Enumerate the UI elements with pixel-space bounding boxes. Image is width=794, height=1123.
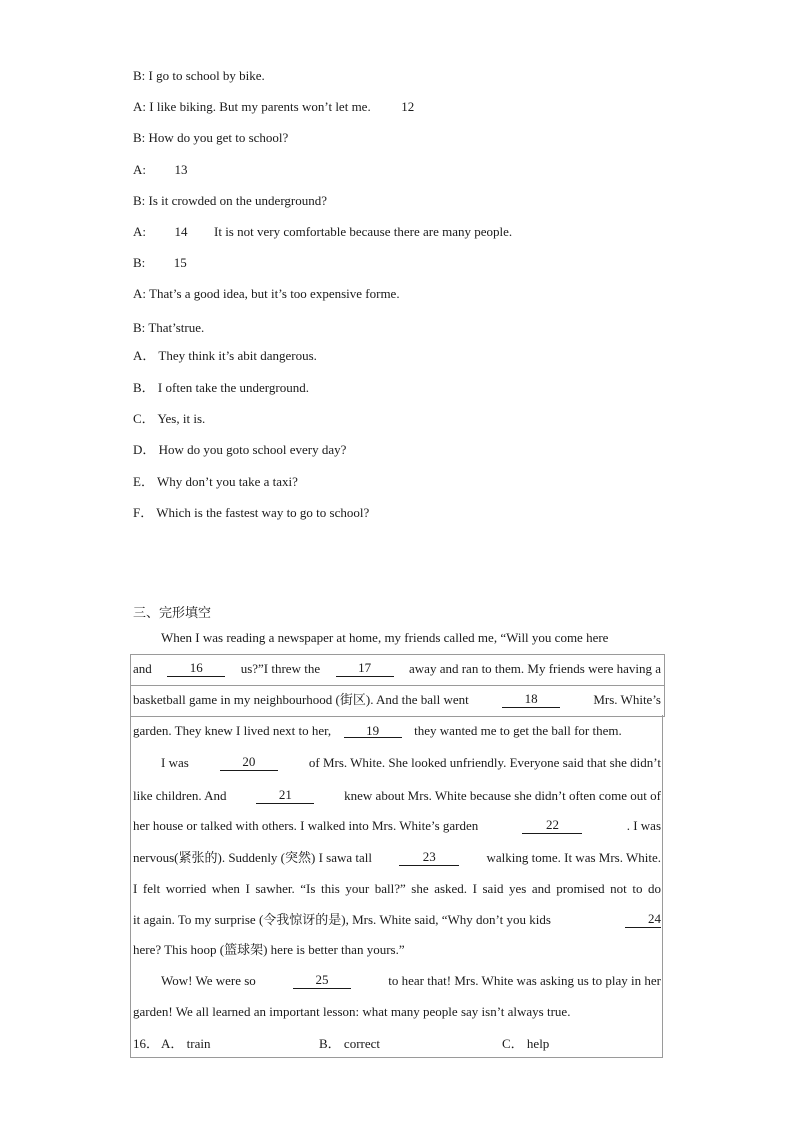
option-item bbox=[133, 380, 309, 396]
passage-text: nervous(紧张的). Suddenly (突然) I sawa tall bbox=[133, 850, 373, 865]
answer-blank: 23 bbox=[399, 850, 459, 866]
passage-line bbox=[133, 912, 661, 928]
dialogue-line bbox=[133, 68, 265, 84]
speaker: A: bbox=[133, 286, 146, 301]
passage-line bbox=[161, 755, 661, 771]
section-title: 三、完形填空 bbox=[133, 605, 212, 620]
passage-text: it again. To my surprise (令我惊讶的是), Mrs. White said, “Why don’t you kids bbox=[133, 912, 551, 927]
option-text: They think it’s abit dangerous. bbox=[158, 348, 317, 363]
answer-option-b[interactable] bbox=[319, 1036, 380, 1052]
option-item bbox=[133, 474, 298, 490]
option-letter: A． bbox=[161, 1036, 184, 1051]
answer-option-a[interactable] bbox=[161, 1036, 210, 1052]
passage-line bbox=[133, 788, 661, 804]
dialogue-line bbox=[133, 99, 414, 115]
frame-right-rule bbox=[662, 715, 663, 1058]
passage-line bbox=[133, 661, 661, 677]
option-text: correct bbox=[343, 1036, 381, 1051]
question-number: 16． bbox=[133, 1036, 160, 1051]
passage-line: here? This hoop (篮球架) here is better than yours.” bbox=[133, 942, 405, 957]
answer-blank: 22 bbox=[522, 818, 582, 834]
passage-text: to hear that! Mrs. White was asking us to play in her bbox=[388, 973, 661, 988]
option-letter: E． bbox=[133, 474, 154, 489]
passage-text: I was bbox=[161, 755, 189, 770]
blank-number: 13 bbox=[174, 162, 188, 177]
passage-text: basketball game in my neighbourhood (街区). And the ball went bbox=[133, 692, 469, 707]
dialogue-line bbox=[133, 320, 204, 336]
answer-blank: 17 bbox=[336, 661, 394, 677]
speaker: A: bbox=[133, 162, 146, 177]
dialogue-text: That’strue. bbox=[148, 320, 205, 335]
dialogue-text: I go to school by bike. bbox=[148, 68, 265, 83]
speaker: B: bbox=[133, 68, 146, 83]
passage-text: away and ran to them. My friends were having a bbox=[409, 661, 661, 676]
answer-option-c[interactable] bbox=[502, 1036, 549, 1052]
dialogue-text: How do you get to school? bbox=[148, 130, 289, 145]
passage-text: they wanted me to get the ball for them. bbox=[414, 723, 622, 738]
option-letter: C． bbox=[502, 1036, 524, 1051]
option-text: Why don’t you take a taxi? bbox=[156, 474, 298, 489]
dialogue-text: It is not very comfortable because there are many people. bbox=[214, 224, 513, 239]
option-letter: B． bbox=[319, 1036, 341, 1051]
option-item bbox=[133, 348, 317, 364]
option-item bbox=[133, 442, 346, 458]
passage-line bbox=[133, 723, 622, 739]
blank-number: 14 bbox=[174, 224, 188, 239]
passage-text: and bbox=[133, 661, 152, 676]
option-text: I often take the underground. bbox=[157, 380, 309, 395]
frame-bottom-rule bbox=[130, 1057, 663, 1058]
option-letter: B． bbox=[133, 380, 155, 395]
speaker: A: bbox=[133, 99, 146, 114]
option-text: How do you goto school every day? bbox=[158, 442, 347, 457]
dialogue-line bbox=[133, 224, 512, 240]
passage-text: garden. They knew I lived next to her, bbox=[133, 723, 332, 738]
passage-line: garden! We all learned an important lesson: what many people say isn’t always true. bbox=[133, 1004, 571, 1019]
dialogue-line bbox=[133, 130, 288, 146]
dialogue-line bbox=[133, 162, 188, 178]
option-letter: C． bbox=[133, 411, 155, 426]
passage-line: I felt worried when I sawher. “Is this your ball?” she asked. I said yes and promised not to do bbox=[133, 881, 661, 896]
passage-line bbox=[133, 850, 661, 866]
dialogue-line bbox=[133, 193, 327, 209]
frame-left-rule bbox=[130, 715, 131, 1058]
passage-line bbox=[133, 692, 661, 708]
answer-blank: 16 bbox=[167, 661, 225, 677]
speaker: B: bbox=[133, 130, 146, 145]
dialogue-line bbox=[133, 255, 187, 271]
answer-blank: 21 bbox=[256, 788, 314, 804]
option-text: Which is the fastest way to go to school? bbox=[156, 505, 370, 520]
passage-text: . I was bbox=[626, 818, 661, 833]
passage-text: of Mrs. White. She looked unfriendly. Everyone said that she didn’t bbox=[308, 755, 661, 770]
dialogue-text: That’s a good idea, but it’s too expensive forme. bbox=[149, 286, 400, 301]
option-letter: D． bbox=[133, 442, 156, 457]
passage-text: knew about Mrs. White because she didn’t often come out of bbox=[344, 788, 661, 803]
option-letter: A． bbox=[133, 348, 156, 363]
option-item bbox=[133, 505, 369, 521]
option-item bbox=[133, 411, 205, 427]
dialogue-line bbox=[133, 286, 400, 302]
passage-text: her house or talked with others. I walked into Mrs. White’s garden bbox=[133, 818, 479, 833]
passage-text: Mrs. White’s bbox=[593, 692, 661, 707]
blank-number: 12 bbox=[401, 99, 415, 114]
option-letter: F． bbox=[133, 505, 154, 520]
dialogue-text: I like biking. But my parents won’t let me. bbox=[149, 99, 371, 114]
answer-blank: 20 bbox=[220, 755, 278, 771]
speaker: B: bbox=[133, 320, 146, 335]
passage-text: Wow! We were so bbox=[161, 973, 256, 988]
passage-line bbox=[161, 973, 661, 989]
passage-line: When I was reading a newspaper at home, my friends called me, “Will you come here bbox=[161, 630, 609, 645]
passage-text: like children. And bbox=[133, 788, 227, 803]
blank-number: 15 bbox=[173, 255, 187, 270]
option-text: train bbox=[186, 1036, 211, 1051]
answer-blank: 19 bbox=[344, 724, 402, 738]
option-text: Yes, it is. bbox=[157, 411, 206, 426]
passage-line bbox=[133, 818, 661, 834]
answer-blank: 25 bbox=[293, 973, 351, 989]
passage-text: walking tome. It was Mrs. White. bbox=[486, 850, 661, 865]
passage-text: us?”I threw the bbox=[240, 661, 321, 676]
answer-blank: 24 bbox=[625, 912, 661, 928]
speaker: B: bbox=[133, 193, 146, 208]
answer-blank: 18 bbox=[502, 692, 560, 708]
speaker: A: bbox=[133, 224, 146, 239]
speaker: B: bbox=[133, 255, 146, 270]
dialogue-text: Is it crowded on the underground? bbox=[148, 193, 328, 208]
option-text: help bbox=[526, 1036, 550, 1051]
